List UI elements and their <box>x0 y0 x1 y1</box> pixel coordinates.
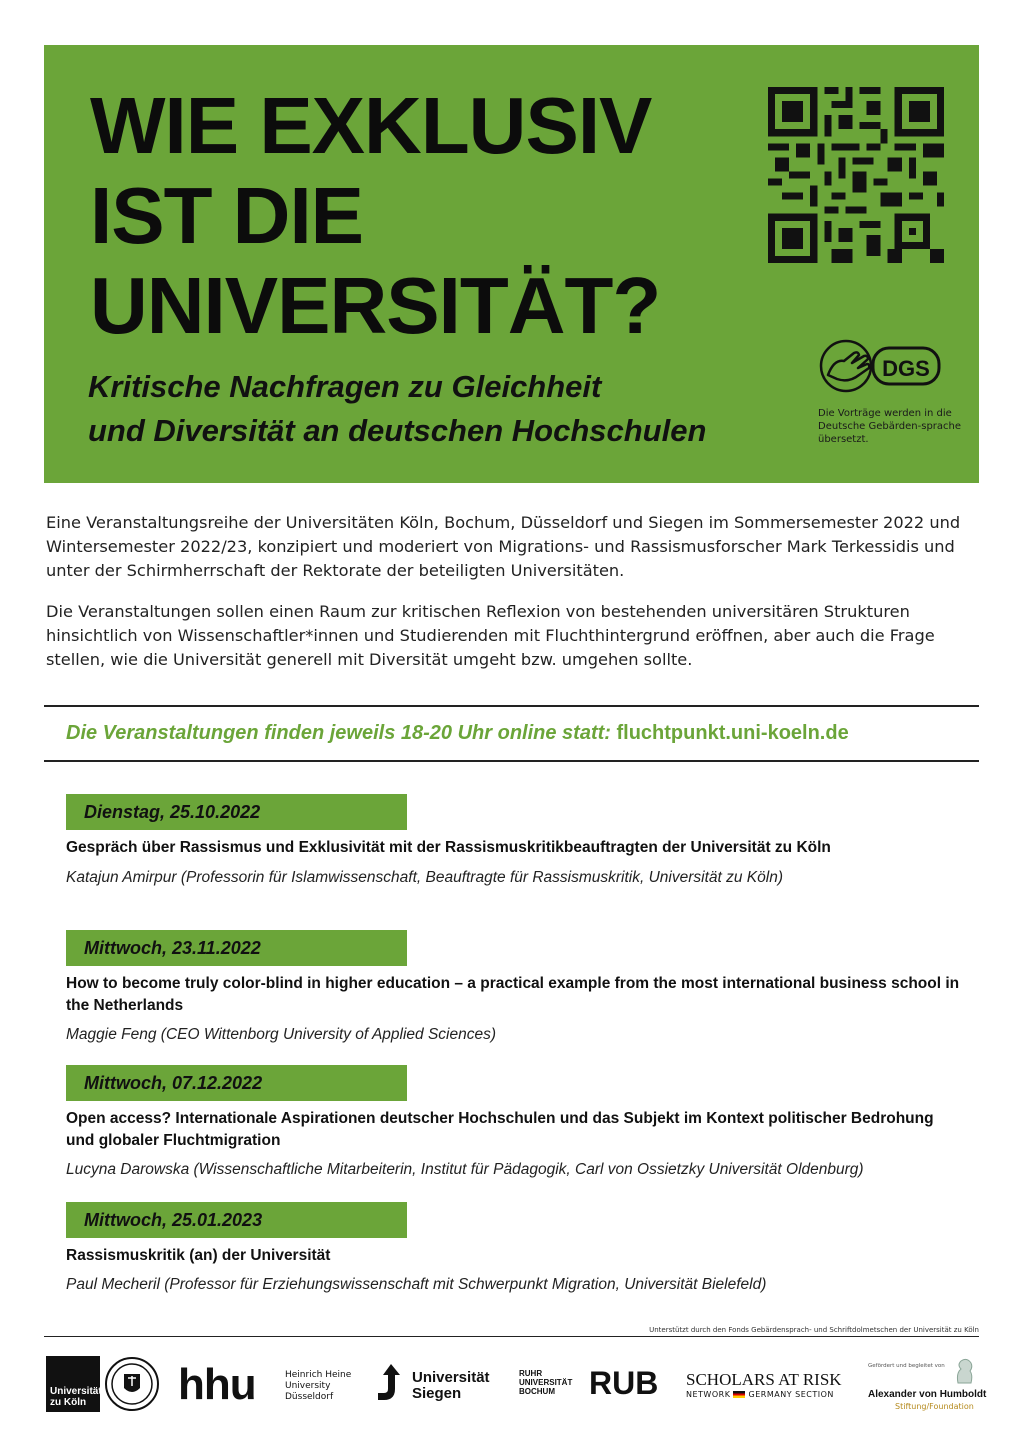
hhu-logo-subtitle: Heinrich Heine University Düsseldorf <box>285 1370 352 1402</box>
humboldt-foundation-subtitle: Stiftung/Foundation <box>895 1402 974 1411</box>
sar-section: GERMANY SECTION <box>748 1390 834 1399</box>
avh-prefix: Gefördert und begleitet von <box>868 1363 945 1369</box>
event-title: Gespräch über Rassismus und Exklusivität mit der Rassismuskritikbeauftragten der Universität zu Köln <box>66 839 831 856</box>
event-speaker: Paul Mecheril (Professor für Erziehungswissenschaft mit Schwerpunkt Migration, Universität Bielefeld) <box>66 1276 767 1293</box>
sign-language-icon <box>818 337 944 397</box>
title-line: UNIVERSITÄT? <box>90 261 661 350</box>
event-title: How to become truly color-blind in higher education – a practical example from the most international business school in the Netherlands <box>66 975 960 1014</box>
event-title: Open access? Internationale Aspirationen deutscher Hochschulen und das Subjekt im Kontext politischer Bedrohung und globaler Fluchtmigration <box>66 1110 934 1149</box>
event-date: Dienstag, 25.10.2022 <box>84 802 261 822</box>
event-speaker: Maggie Feng (CEO Wittenborg University of Applied Sciences) <box>66 1026 497 1043</box>
event-date-badge <box>66 1065 407 1101</box>
subtitle <box>88 365 706 453</box>
event-date: Mittwoch, 25.01.2023 <box>84 1210 263 1230</box>
event-date-badge <box>66 1202 407 1238</box>
sar-network: NETWORK <box>686 1390 731 1399</box>
intro-paragraph: Eine Veranstaltungsreihe der Universitäten Köln, Bochum, Düsseldorf und Siegen im Sommersemester 2022 und Wintersemester 2022/23, konzipiert und moderiert von Migrations- und Rassismusforscher Mark Terkessidis und unter der Schirmherrschaft der Rektorate der beteiligten Universitäten. <box>46 513 961 580</box>
uni-siegen-logo[interactable]: Universität Siegen <box>412 1369 490 1402</box>
hhu-logo[interactable]: hhu <box>178 1360 256 1409</box>
dgs-badge-text: DGS <box>882 356 930 381</box>
event-date: Mittwoch, 07.12.2022 <box>84 1073 263 1093</box>
humboldt-portrait-icon <box>950 1357 976 1385</box>
uzk-logo-text: Universität zu Köln <box>50 1386 102 1408</box>
rub-logo[interactable]: RUB <box>589 1365 659 1401</box>
subtitle-line: und Diversität an deutschen Hochschulen <box>88 413 707 448</box>
event-date-badge <box>66 794 407 830</box>
online-text: Die Veranstaltungen finden jeweils 18-20 Uhr online statt: <box>66 722 617 744</box>
scholars-at-risk-logo[interactable]: SCHOLARS AT RISK <box>686 1370 842 1389</box>
header-banner <box>44 45 979 483</box>
divider <box>44 1336 979 1337</box>
humboldt-foundation-logo[interactable]: Alexander von Humboldt <box>868 1389 987 1400</box>
page-title <box>90 81 660 351</box>
event-title: Rassismuskritik (an) der Universität <box>66 1247 331 1264</box>
event-date: Mittwoch, 23.11.2022 <box>84 938 261 958</box>
event-speaker: Lucyna Darowska (Wissenschaftliche Mitarbeiterin, Institut für Pädagogik, Carl von Ossietzky Universität Oldenburg) <box>66 1161 864 1178</box>
divider <box>44 705 979 707</box>
sar-network-label <box>686 1390 834 1399</box>
subtitle-line: Kritische Nachfragen zu Gleichheit <box>88 369 602 404</box>
intro-paragraph: Die Veranstaltungen sollen einen Raum zur kritischen Reflexion von bestehenden universitären Strukturen hinsichtlich von Wissenschaftler*innen und Studierenden mit Fluchthintergrund eröffnen, aber auch die Frage stellen, wie die Universität generell mit Diversität umgeht bzw. umgehen sollte. <box>46 602 935 669</box>
uni-koeln-seal-icon <box>104 1356 160 1412</box>
title-line: WIE EXKLUSIV <box>90 81 652 170</box>
german-flag-icon <box>733 1391 745 1398</box>
title-line: IST DIE <box>90 171 364 260</box>
ruhr-uni-logo[interactable]: RUHR UNIVERSITÄT BOCHUM <box>519 1369 573 1396</box>
uni-koeln-logo[interactable] <box>46 1356 100 1412</box>
siegen-arrow-icon <box>374 1362 408 1402</box>
qr-code-icon[interactable] <box>768 87 944 263</box>
event-speaker: Katajun Amirpur (Professorin für Islamwissenschaft, Beauftragte für Rassismuskritik, Universität zu Köln) <box>66 869 783 886</box>
event-date-badge <box>66 930 407 966</box>
dgs-note: Die Vorträge werden in die Deutsche Gebärden-sprache übersetzt. <box>818 408 962 445</box>
online-url-link[interactable]: fluchtpunkt.uni-koeln.de <box>616 722 849 744</box>
divider <box>44 760 979 762</box>
support-note: Unterstützt durch den Fonds Gebärdensprach- und Schriftdolmetschen der Universität zu Köln <box>649 1326 979 1334</box>
online-notice <box>66 722 849 745</box>
